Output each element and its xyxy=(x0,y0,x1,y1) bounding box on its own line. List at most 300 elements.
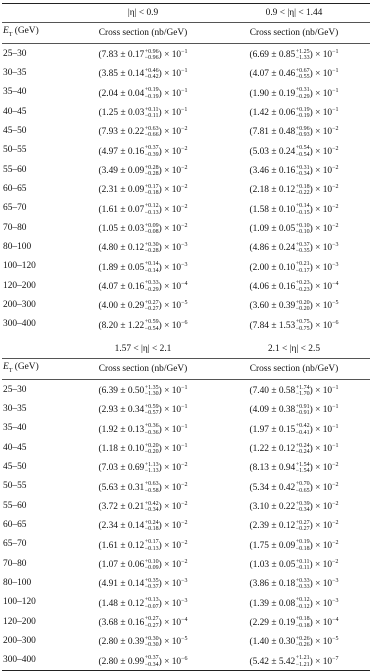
et-bin: 30–35 xyxy=(3,403,27,414)
xsec-2-syst-down: −1.54 xyxy=(295,468,310,475)
xsec-1-multiplier: × 10 xyxy=(164,282,182,293)
xsec-cell-1 xyxy=(68,380,218,400)
xsec-1-syst-uncertainty xyxy=(145,520,159,533)
table-row xyxy=(2,102,370,121)
et-bin: 200–300 xyxy=(3,635,36,646)
xsec-2-exponent: −5 xyxy=(332,300,339,307)
xsec-cell-1 xyxy=(68,457,218,476)
et-bin: 35–40 xyxy=(3,423,27,434)
xsec-2-syst-uncertainty xyxy=(296,184,310,197)
xsec-1-exponent: −1 xyxy=(181,107,188,114)
close-paren: ) xyxy=(309,540,316,551)
xsec-1-syst-up: +0.12 xyxy=(144,203,159,210)
xsec-2-syst-down: −0.15 xyxy=(295,209,310,216)
xsec-2-syst-up: +0.19 xyxy=(295,106,310,113)
xsec-1-syst-down: −0.09 xyxy=(144,565,159,571)
table-row xyxy=(2,612,370,631)
xsec-1-syst-down: −0.14 xyxy=(144,267,159,274)
xsec-1-exponent: −1 xyxy=(181,423,188,430)
xsec-2-syst-uncertainty xyxy=(296,462,310,475)
xsec-2-syst-up: +0.91 xyxy=(295,403,310,410)
xsec-2-exponent: −1 xyxy=(332,87,339,94)
xsec-2-syst-uncertainty xyxy=(296,319,310,332)
xsec-1-exponent: −1 xyxy=(181,68,188,75)
close-paren: ) xyxy=(309,579,316,590)
et-bin: 35–40 xyxy=(3,87,27,98)
xsec-cell-2 xyxy=(218,160,370,179)
xsec-2-multiplier: × 10 xyxy=(315,224,333,235)
region-header-2: 0.9 < |η| < 1.44 xyxy=(218,4,370,23)
xsec-2-exponent: −2 xyxy=(332,184,339,191)
xsec-cell-1 xyxy=(68,44,218,64)
xsec-2-value: (2.18 ± 0.12 xyxy=(249,185,296,196)
xsec-1-syst-up: +0.30 xyxy=(144,635,159,642)
table-row xyxy=(2,179,370,198)
xsec-2-multiplier: × 10 xyxy=(315,521,333,532)
xsec-cell-1 xyxy=(68,515,218,534)
xsec-cell-2 xyxy=(218,315,370,334)
xsec-2-value: (5.42 ± 5.42 xyxy=(249,656,296,667)
close-paren: ) xyxy=(158,560,165,571)
xsec-1-multiplier: × 10 xyxy=(164,166,182,177)
xsec-2-value: (7.40 ± 0.58 xyxy=(249,386,296,397)
xsec-2-syst-down: −0.93 xyxy=(295,132,310,139)
xsec-2-exponent: −3 xyxy=(332,597,339,604)
xsec-1-syst-uncertainty xyxy=(145,49,159,62)
xsec-2-syst-uncertainty xyxy=(296,539,310,552)
xsec-2-syst-uncertainty xyxy=(296,501,310,514)
xsec-1-syst-down: −0.57 xyxy=(144,410,159,417)
xsec-cell-1 xyxy=(68,257,218,276)
xsec-cell-2 xyxy=(218,399,370,418)
et-bin: 45–50 xyxy=(3,125,27,136)
xsec-cell-2 xyxy=(218,477,370,496)
region-header-2: 2.1 < |η| < 2.5 xyxy=(218,340,370,359)
xsec-1-exponent: −2 xyxy=(181,223,188,230)
xsec-cell-1 xyxy=(68,218,218,237)
et-bin: 40–45 xyxy=(3,106,27,117)
xsec-1-multiplier: × 10 xyxy=(164,598,182,609)
xsec-1-value: (1.18 ± 0.10 xyxy=(98,444,145,455)
xsec-2-value: (1.58 ± 0.10 xyxy=(249,204,296,215)
xsec-2-multiplier: × 10 xyxy=(315,405,333,416)
xsec-cell-2 xyxy=(218,573,370,592)
xsec-2-syst-up: +0.26 xyxy=(295,635,310,642)
xsec-1-exponent: −3 xyxy=(181,578,188,585)
xsec-1-exponent: −2 xyxy=(181,462,188,469)
xsec-2-syst-uncertainty xyxy=(296,481,310,494)
close-paren: ) xyxy=(158,69,165,80)
xsec-cell-2 xyxy=(218,380,370,400)
xsec-1-syst-uncertainty xyxy=(145,126,159,139)
xsec-1-exponent: −2 xyxy=(181,539,188,546)
xsec-2-exponent: −2 xyxy=(332,203,339,210)
xsec-1-value: (3.68 ± 0.16 xyxy=(98,618,145,629)
table-row xyxy=(2,237,370,256)
xsec-1-syst-up: +0.20 xyxy=(144,442,159,449)
xsec-2-syst-uncertainty xyxy=(296,87,310,100)
xsec-cell-2 xyxy=(218,651,370,671)
xsec-1-value: (2.34 ± 0.14 xyxy=(98,521,145,532)
et-bin: 120–200 xyxy=(3,280,36,291)
xsec-1-exponent: −6 xyxy=(181,655,188,662)
et-bin: 120–200 xyxy=(3,616,36,627)
table-row xyxy=(2,496,370,515)
xsec-1-multiplier: × 10 xyxy=(164,146,182,157)
xsec-1-exponent: −2 xyxy=(181,126,188,133)
xsec-2-syst-uncertainty xyxy=(296,616,310,629)
et-bin: 200–300 xyxy=(3,299,36,310)
xsec-1-value: (2.80 ± 0.39 xyxy=(98,637,145,648)
xsec-1-syst-uncertainty xyxy=(145,145,159,158)
xsec-2-multiplier: × 10 xyxy=(315,88,333,99)
cross-section-table xyxy=(2,3,370,671)
table-row xyxy=(2,651,370,671)
xsec-1-syst-up: +0.37 xyxy=(144,655,159,662)
xsec-1-multiplier: × 10 xyxy=(164,424,182,435)
xsec-1-syst-uncertainty xyxy=(145,223,159,236)
xsec-2-syst-down: −0.34 xyxy=(295,507,310,514)
xsec-2-exponent: −2 xyxy=(332,520,339,527)
table-row xyxy=(2,257,370,276)
xsec-1-multiplier: × 10 xyxy=(164,50,182,61)
xsec-2-syst-up: +0.31 xyxy=(295,87,310,94)
xsec-2-exponent: −2 xyxy=(332,559,339,566)
table-row xyxy=(2,399,370,418)
xsec-2-exponent: −2 xyxy=(332,501,339,508)
xsec-1-syst-up: +0.36 xyxy=(144,423,159,430)
close-paren: ) xyxy=(309,282,316,293)
xsec-1-value: (6.39 ± 0.50 xyxy=(98,386,145,397)
et-bin: 65–70 xyxy=(3,539,27,550)
xsec-column-header-1: Cross section (nb/GeV) xyxy=(68,23,218,44)
xsec-2-syst-uncertainty xyxy=(296,261,310,274)
xsec-2-syst-up: +1.74 xyxy=(295,384,310,391)
close-paren: ) xyxy=(158,243,165,254)
xsec-1-multiplier: × 10 xyxy=(164,243,182,254)
xsec-2-multiplier: × 10 xyxy=(315,424,333,435)
et-unit: (GeV) xyxy=(14,26,39,36)
xsec-2-syst-uncertainty xyxy=(296,578,310,591)
xsec-2-exponent: −2 xyxy=(332,481,339,488)
xsec-cell-1 xyxy=(68,593,218,612)
xsec-2-syst-down: −0.26 xyxy=(295,642,310,649)
xsec-1-multiplier: × 10 xyxy=(164,262,182,273)
xsec-2-syst-down: −0.27 xyxy=(295,526,310,533)
xsec-1-exponent: −3 xyxy=(181,597,188,604)
xsec-1-value: (4.80 ± 0.12 xyxy=(98,243,145,254)
et-bin: 25–30 xyxy=(3,384,27,395)
xsec-cell-1 xyxy=(68,535,218,554)
close-paren: ) xyxy=(158,656,165,667)
xsec-2-multiplier: × 10 xyxy=(315,69,333,80)
xsec-1-value: (1.61 ± 0.12 xyxy=(98,540,145,551)
xsec-2-syst-down: −0.91 xyxy=(295,410,310,417)
xsec-2-multiplier: × 10 xyxy=(315,50,333,61)
xsec-1-syst-down: −0.66 xyxy=(144,132,159,139)
xsec-1-multiplier: × 10 xyxy=(164,127,182,138)
close-paren: ) xyxy=(309,146,316,157)
xsec-cell-2 xyxy=(218,438,370,457)
xsec-1-syst-up: +0.96 xyxy=(144,48,159,55)
close-paren: ) xyxy=(309,656,316,667)
xsec-2-value: (7.81 ± 0.48 xyxy=(249,127,296,138)
xsec-1-syst-up: +0.59 xyxy=(144,403,159,410)
close-paren: ) xyxy=(158,386,165,397)
xsec-2-multiplier: × 10 xyxy=(315,127,333,138)
et-bin: 80–100 xyxy=(3,577,32,588)
xsec-1-syst-up: +0.13 xyxy=(144,597,159,604)
xsec-2-exponent: −4 xyxy=(332,281,339,288)
xsec-1-multiplier: × 10 xyxy=(164,579,182,590)
close-paren: ) xyxy=(158,301,165,312)
xsec-cell-2 xyxy=(218,631,370,650)
close-paren: ) xyxy=(309,463,316,474)
xsec-2-value: (1.97 ± 0.15 xyxy=(249,424,296,435)
xsec-2-multiplier: × 10 xyxy=(315,386,333,397)
et-bin: 80–100 xyxy=(3,241,32,252)
close-paren: ) xyxy=(309,108,316,119)
table-row xyxy=(2,63,370,82)
et-bin: 50–55 xyxy=(3,481,27,492)
xsec-cell-2 xyxy=(218,257,370,276)
xsec-1-value: (3.49 ± 0.09 xyxy=(98,166,145,177)
xsec-2-multiplier: × 10 xyxy=(315,320,333,331)
xsec-1-syst-up: +0.46 xyxy=(144,67,159,74)
table-row xyxy=(2,380,370,400)
close-paren: ) xyxy=(158,444,165,455)
xsec-cell-1 xyxy=(68,141,218,160)
xsec-1-syst-uncertainty xyxy=(145,404,159,417)
xsec-cell-2 xyxy=(218,83,370,102)
xsec-2-exponent: −7 xyxy=(332,655,339,662)
close-paren: ) xyxy=(309,301,316,312)
xsec-1-syst-uncertainty xyxy=(145,203,159,216)
table-row xyxy=(2,573,370,592)
xsec-2-syst-down: −0.18 xyxy=(295,545,310,552)
close-paren: ) xyxy=(158,50,165,61)
xsec-2-syst-up: +0.75 xyxy=(295,319,310,326)
xsec-2-syst-down: −1.33 xyxy=(295,55,310,62)
xsec-cell-2 xyxy=(218,121,370,140)
xsec-2-syst-down: −0.35 xyxy=(295,248,310,255)
xsec-2-exponent: −1 xyxy=(332,68,339,75)
xsec-2-syst-down: −1.21 xyxy=(295,661,310,668)
xsec-cell-2 xyxy=(218,179,370,198)
xsec-1-syst-up: +1.13 xyxy=(144,461,159,468)
xsec-1-syst-up: +0.63 xyxy=(144,125,159,132)
xsec-1-multiplier: × 10 xyxy=(164,540,182,551)
xsec-1-syst-down: −0.18 xyxy=(144,190,159,197)
column-header-row xyxy=(2,23,370,44)
xsec-cell-1 xyxy=(68,237,218,256)
xsec-1-syst-uncertainty xyxy=(145,578,159,591)
xsec-cell-2 xyxy=(218,218,370,237)
xsec-1-syst-up: +0.19 xyxy=(144,87,159,94)
xsec-1-syst-uncertainty xyxy=(145,597,159,610)
xsec-1-syst-up: +0.14 xyxy=(144,261,159,268)
xsec-cell-2 xyxy=(218,102,370,121)
xsec-2-value: (1.03 ± 0.05 xyxy=(249,560,296,571)
xsec-1-syst-down: −0.54 xyxy=(144,325,159,332)
xsec-1-syst-uncertainty xyxy=(145,385,159,398)
xsec-1-syst-uncertainty xyxy=(145,462,159,475)
xsec-2-value: (1.75 ± 0.09 xyxy=(249,540,296,551)
xsec-2-exponent: −3 xyxy=(332,578,339,585)
xsec-1-multiplier: × 10 xyxy=(164,405,182,416)
xsec-1-multiplier: × 10 xyxy=(164,301,182,312)
xsec-1-value: (1.25 ± 0.03 xyxy=(98,108,145,119)
xsec-1-syst-uncertainty xyxy=(145,184,159,197)
xsec-2-syst-down: −1.70 xyxy=(295,391,310,398)
xsec-cell-1 xyxy=(68,179,218,198)
xsec-2-value: (4.09 ± 0.38 xyxy=(249,405,296,416)
xsec-2-syst-down: −0.10 xyxy=(295,229,310,235)
et-symbol: E xyxy=(3,362,9,372)
xsec-column-header-2: Cross section (nb/GeV) xyxy=(218,359,370,380)
xsec-2-value: (2.29 ± 0.19 xyxy=(249,618,296,629)
table-row xyxy=(2,438,370,457)
close-paren: ) xyxy=(158,320,165,331)
xsec-2-syst-uncertainty xyxy=(296,655,310,668)
xsec-2-syst-up: +1.25 xyxy=(295,48,310,55)
xsec-cell-1 xyxy=(68,63,218,82)
table-row xyxy=(2,477,370,496)
xsec-2-syst-uncertainty xyxy=(296,107,310,120)
xsec-1-value: (8.20 ± 1.22 xyxy=(98,320,145,331)
xsec-1-syst-up: +0.09 xyxy=(144,222,159,229)
xsec-cell-1 xyxy=(68,121,218,140)
xsec-cell-1 xyxy=(68,102,218,121)
et-unit: (GeV) xyxy=(14,362,39,372)
xsec-1-syst-down: −0.34 xyxy=(144,507,159,514)
xsec-2-multiplier: × 10 xyxy=(315,540,333,551)
xsec-2-multiplier: × 10 xyxy=(315,262,333,273)
xsec-1-syst-up: +0.27 xyxy=(144,616,159,623)
xsec-2-syst-uncertainty xyxy=(296,423,310,436)
xsec-cell-2 xyxy=(218,419,370,438)
xsec-cell-1 xyxy=(68,438,218,457)
close-paren: ) xyxy=(158,224,165,235)
close-paren: ) xyxy=(158,618,165,629)
xsec-1-syst-down: −0.27 xyxy=(144,622,159,629)
xsec-2-exponent: −1 xyxy=(332,107,339,114)
table-row xyxy=(2,141,370,160)
table-row xyxy=(2,535,370,554)
et-symbol: E xyxy=(3,26,9,36)
xsec-1-value: (1.07 ± 0.06 xyxy=(98,560,145,571)
xsec-2-syst-up: +0.96 xyxy=(295,125,310,132)
xsec-1-syst-uncertainty xyxy=(145,165,159,178)
xsec-1-value: (3.85 ± 0.14 xyxy=(98,69,145,80)
xsec-2-syst-up: +0.12 xyxy=(295,597,310,604)
xsec-2-multiplier: × 10 xyxy=(315,301,333,312)
xsec-1-syst-uncertainty xyxy=(145,242,159,255)
xsec-2-value: (2.39 ± 0.12 xyxy=(249,521,296,532)
xsec-2-value: (7.84 ± 1.53 xyxy=(249,320,296,331)
xsec-2-value: (4.07 ± 0.46 xyxy=(249,69,296,80)
xsec-1-exponent: −2 xyxy=(181,481,188,488)
close-paren: ) xyxy=(158,540,165,551)
close-paren: ) xyxy=(158,185,165,196)
xsec-1-syst-up: +0.27 xyxy=(144,299,159,306)
xsec-1-value: (4.91 ± 0.14 xyxy=(98,579,145,590)
close-paren: ) xyxy=(158,521,165,532)
xsec-1-value: (4.97 ± 0.16 xyxy=(98,146,145,157)
xsec-2-syst-uncertainty xyxy=(296,443,310,456)
table-row xyxy=(2,295,370,314)
xsec-2-exponent: −2 xyxy=(332,223,339,230)
xsec-2-value: (3.60 ± 0.39 xyxy=(249,301,296,312)
xsec-1-value: (1.89 ± 0.05 xyxy=(98,262,145,273)
close-paren: ) xyxy=(309,482,316,493)
xsec-cell-1 xyxy=(68,477,218,496)
xsec-2-syst-down: −0.22 xyxy=(295,190,310,197)
et-bin: 25–30 xyxy=(3,48,27,59)
xsec-1-syst-up: +0.63 xyxy=(144,481,159,488)
close-paren: ) xyxy=(158,424,165,435)
close-paren: ) xyxy=(309,262,316,273)
table-row xyxy=(2,83,370,102)
close-paren: ) xyxy=(158,463,165,474)
xsec-1-exponent: −5 xyxy=(181,636,188,643)
xsec-2-value: (5.34 ± 0.42 xyxy=(249,482,296,493)
et-bin: 300–400 xyxy=(2,651,68,671)
et-bin: 65–70 xyxy=(3,203,27,214)
xsec-2-syst-uncertainty xyxy=(296,242,310,255)
xsec-1-syst-up: +0.24 xyxy=(144,519,159,526)
xsec-1-syst-down: −0.28 xyxy=(144,171,159,178)
column-header-row xyxy=(2,359,370,380)
close-paren: ) xyxy=(158,579,165,590)
xsec-cell-1 xyxy=(68,573,218,592)
et-bin: 100–120 xyxy=(3,261,36,272)
table-row xyxy=(2,276,370,295)
xsec-2-syst-uncertainty xyxy=(296,223,310,236)
xsec-2-syst-up: +0.10 xyxy=(295,222,310,229)
xsec-2-multiplier: × 10 xyxy=(315,282,333,293)
xsec-2-value: (1.22 ± 0.12 xyxy=(249,444,296,455)
et-bin: 70–80 xyxy=(3,222,27,233)
xsec-1-syst-down: −0.28 xyxy=(144,248,159,255)
close-paren: ) xyxy=(309,185,316,196)
xsec-cell-2 xyxy=(218,515,370,534)
xsec-1-multiplier: × 10 xyxy=(164,637,182,648)
close-paren: ) xyxy=(158,598,165,609)
xsec-2-syst-uncertainty xyxy=(296,145,310,158)
region-header-1: |η| < 0.9 xyxy=(68,4,218,23)
close-paren: ) xyxy=(309,88,316,99)
close-paren: ) xyxy=(158,146,165,157)
xsec-1-exponent: −1 xyxy=(181,443,188,450)
xsec-1-syst-uncertainty xyxy=(145,616,159,629)
close-paren: ) xyxy=(158,502,165,513)
close-paren: ) xyxy=(158,127,165,138)
xsec-cell-2 xyxy=(218,554,370,573)
xsec-cell-2 xyxy=(218,457,370,476)
xsec-2-syst-up: +0.14 xyxy=(295,203,310,210)
xsec-cell-1 xyxy=(68,631,218,650)
xsec-2-multiplier: × 10 xyxy=(315,502,333,513)
xsec-2-syst-down: −0.33 xyxy=(295,584,310,591)
xsec-2-exponent: −1 xyxy=(332,385,339,392)
xsec-cell-1 xyxy=(68,199,218,218)
xsec-1-multiplier: × 10 xyxy=(164,463,182,474)
xsec-2-syst-down: −0.17 xyxy=(295,267,310,274)
xsec-cell-2 xyxy=(218,593,370,612)
xsec-1-syst-uncertainty xyxy=(145,87,159,100)
xsec-2-exponent: −3 xyxy=(332,261,339,268)
